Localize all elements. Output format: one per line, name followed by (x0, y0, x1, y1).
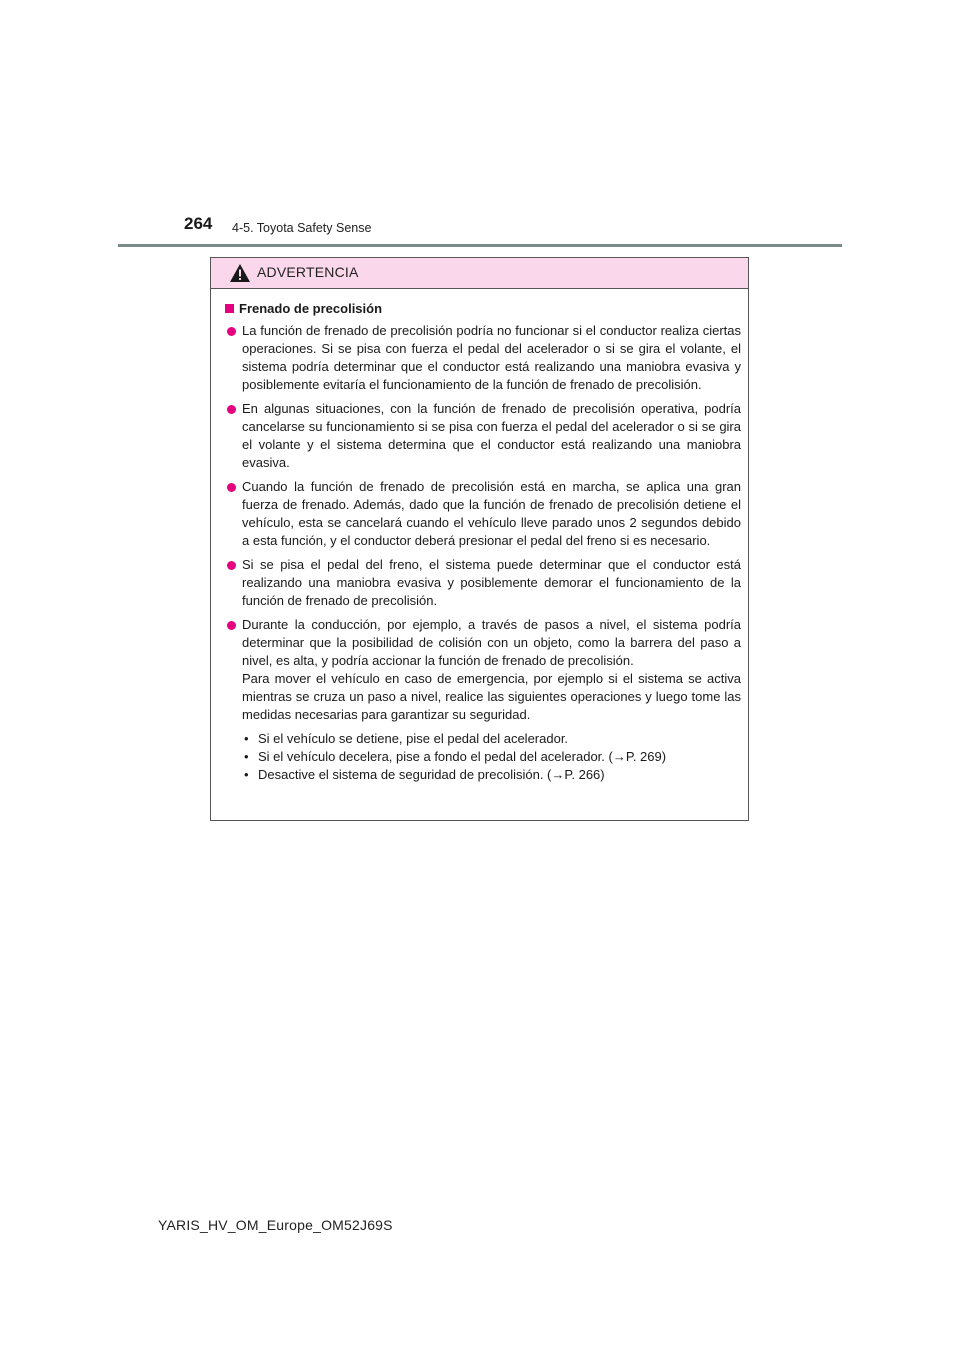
dot-bullet-icon: • (244, 731, 249, 746)
sub-list-item: • Si el vehículo decelera, pise a fondo el pedal del acelerador. (→P. 269) (244, 749, 667, 764)
circle-bullet-icon (227, 405, 236, 414)
list-item-text: En algunas situaciones, con la función de frenado de precolisión operativa, podría cancelarse su funcionamiento si se pisa con fuerza el pedal del acelerador o si se gira el volante y el sistema determina que el conductor está realizando una maniobra evasiva. (242, 401, 741, 470)
circle-bullet-icon (227, 483, 236, 492)
warning-triangle-icon (229, 263, 251, 283)
sub-list-item: • Desactive el sistema de seguridad de precolisión. (→P. 266) (244, 767, 605, 782)
list-item-text: La función de frenado de precolisión podría no funcionar si el conductor realiza ciertas operaciones. Si se pisa con fuerza el pedal del acelerador o si se gira el volante, el sistema podría determinar que el conductor está realizando una maniobra evasiva y posiblemente evitaría el funcionamiento de la función de frenado de precolisión. (242, 323, 741, 392)
warning-header (211, 258, 748, 289)
warning-body (211, 289, 748, 784)
document-code: YARIS_HV_OM_Europe_OM52J69S (158, 1217, 393, 1233)
sub-list (242, 730, 741, 784)
list-item-text: Cuando la función de frenado de precolisión está en marcha, se aplica una gran fuerza de frenado. Además, dado que la función de frenado de precolisión detiene el vehículo, esta se cancelará cuando el vehículo lleve parado unos 2 segundos debido a esta función, y el conductor deberá presionar el pedal del freno si es necesario. (242, 479, 741, 548)
warning-box (210, 257, 749, 821)
circle-bullet-icon (227, 327, 236, 336)
dot-bullet-icon: • (244, 749, 249, 764)
header-rule (118, 244, 842, 247)
subheading (225, 301, 741, 316)
list-item (225, 400, 741, 472)
section-title: 4-5. Toyota Safety Sense (232, 221, 372, 235)
sub-list-item: • Si el vehículo se detiene, pise el pedal del acelerador. (244, 731, 569, 746)
page-number: 264 (184, 214, 213, 233)
list-item (225, 478, 741, 550)
square-bullet-icon (225, 304, 234, 313)
dot-bullet-icon: • (244, 767, 249, 782)
list-item (225, 322, 741, 394)
circle-bullet-icon (227, 621, 236, 630)
circle-bullet-icon (227, 561, 236, 570)
list-item-text-continued: Para mover el vehículo en caso de emergencia, por ejemplo si el sistema se activa mientras se cruza un paso a nivel, realice las siguientes operaciones y luego tome las medidas necesarias para garantizar su seguridad. (242, 671, 741, 722)
list-item-text: Si se pisa el pedal del freno, el sistema puede determinar que el conductor está realizando una maniobra evasiva y posiblemente demorar el funcionamiento de la función de frenado de precolisión. (242, 557, 741, 608)
list-item (225, 556, 741, 610)
list-item (225, 616, 741, 784)
list-item-text: Durante la conducción, por ejemplo, a través de pasos a nivel, el sistema podría determinar que la posibilidad de colisión con un objeto, como la barrera del paso a nivel, es alta, y podría accionar la función de frenado de precolisión. (242, 617, 741, 668)
subheading-text: Frenado de precolisión (239, 301, 383, 316)
warning-title: ADVERTENCIA (257, 264, 359, 280)
